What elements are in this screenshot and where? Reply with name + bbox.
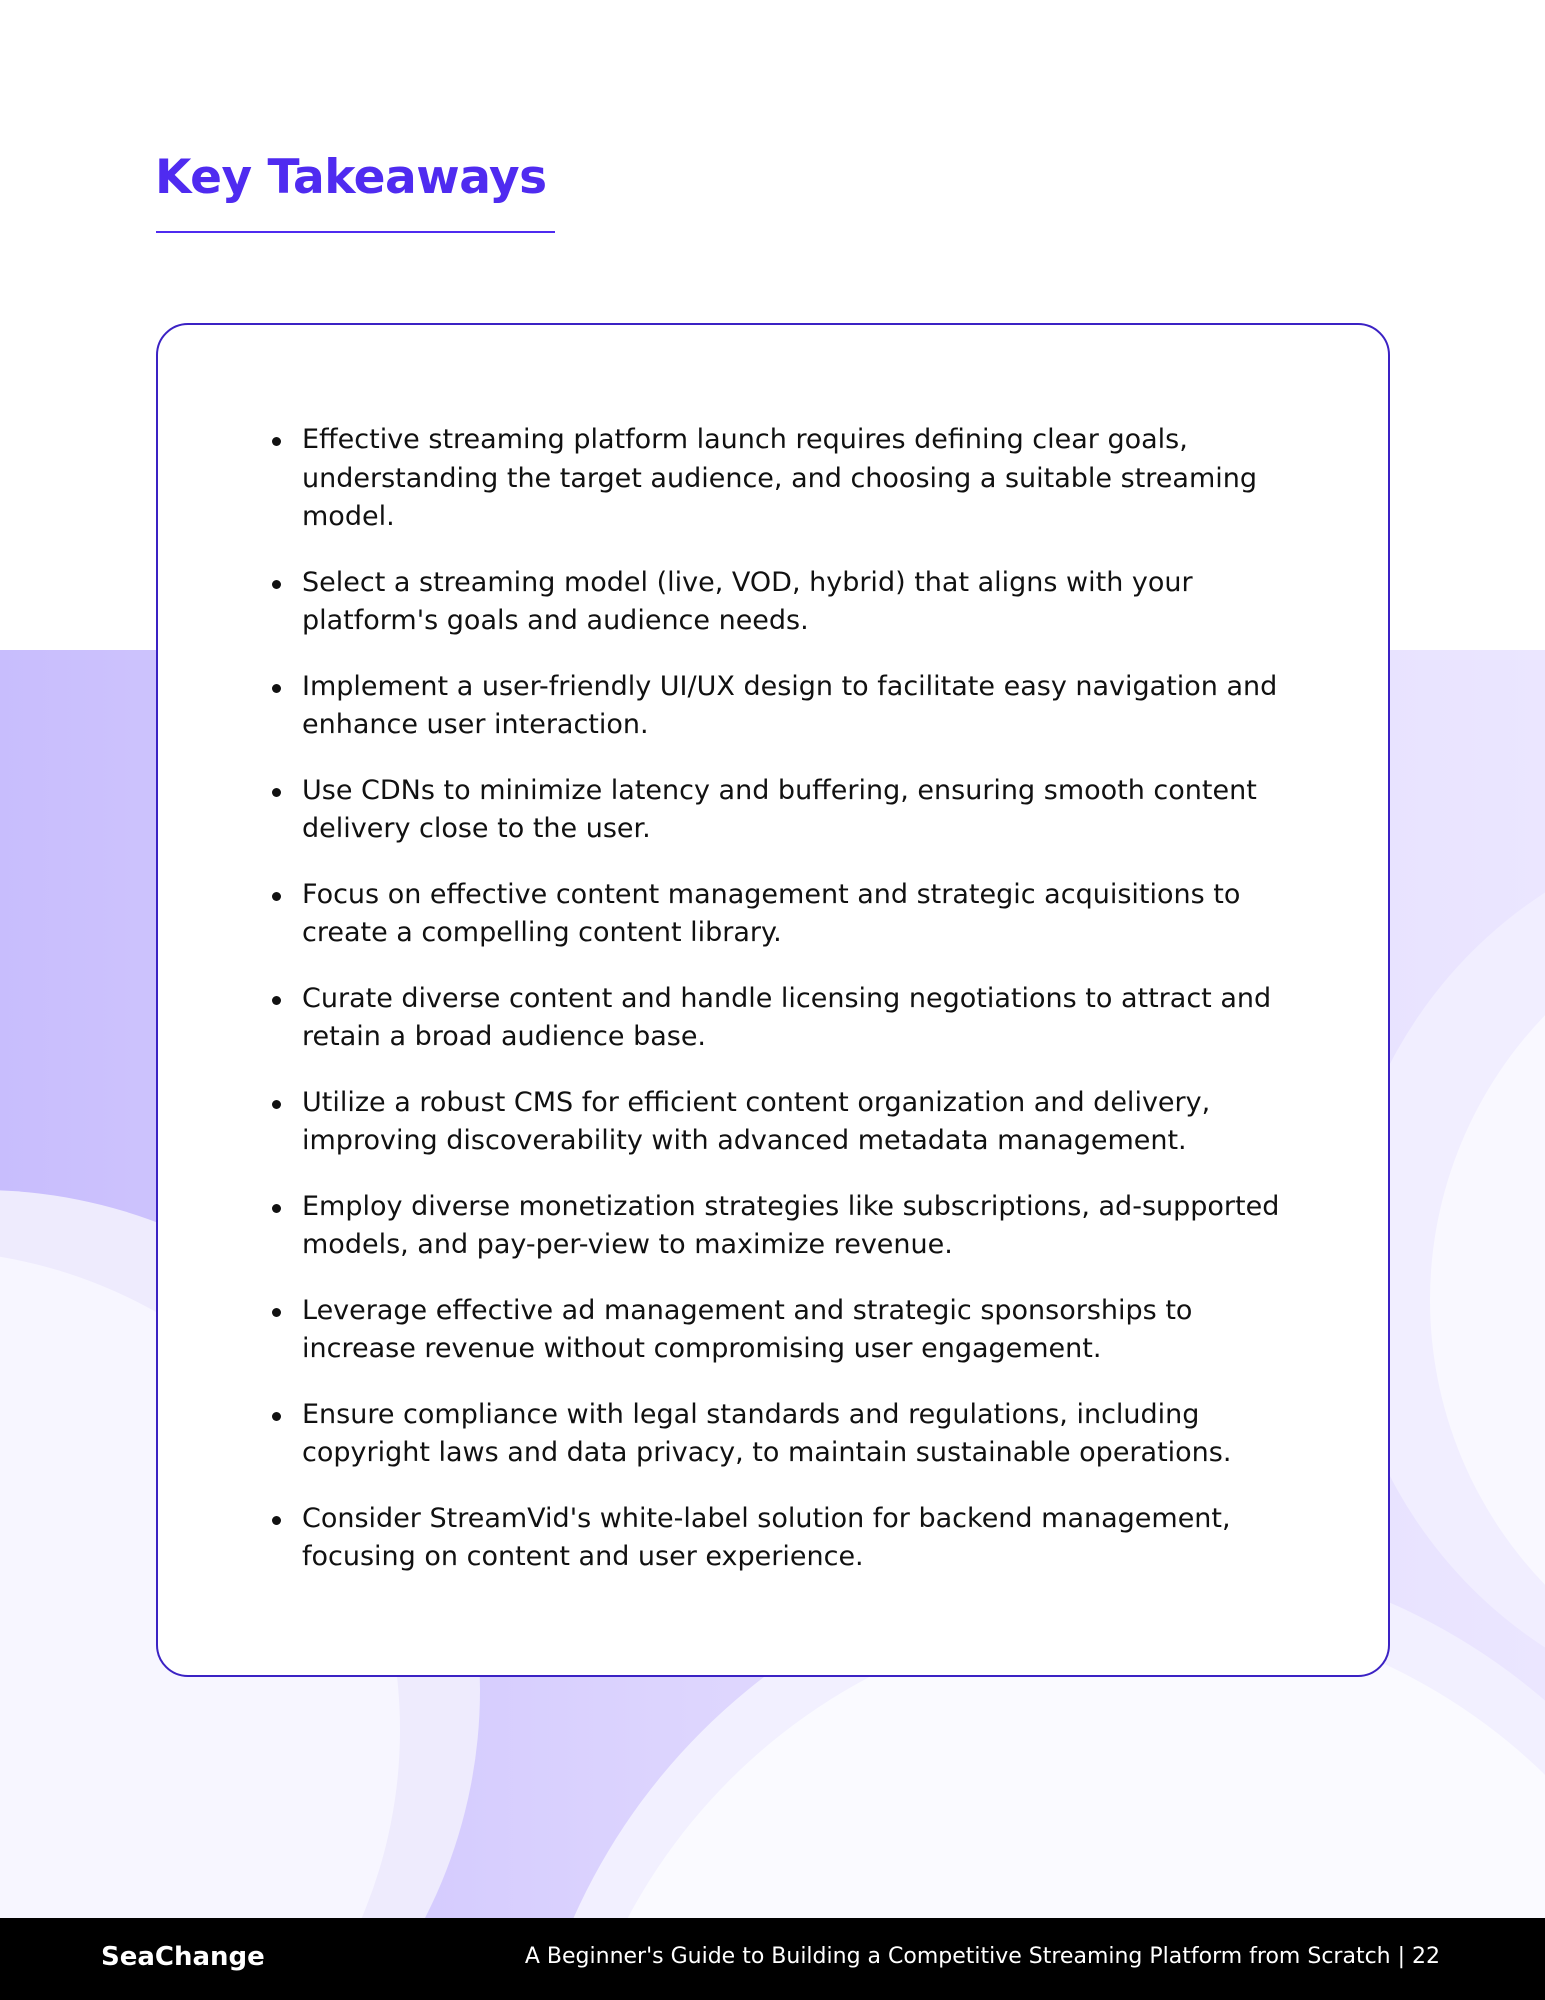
takeaways-card	[156, 323, 1390, 1677]
takeaway-item: Curate diverse content and handle licensing negotiations to attract and retain a broad audience base.	[158, 980, 1388, 1057]
page-footer	[0, 1918, 1545, 2000]
takeaway-item: Select a streaming model (live, VOD, hybrid) that aligns with your platform's goals and audience needs.	[158, 564, 1388, 641]
takeaway-item: Utilize a robust CMS for efficient content organization and delivery, improving discoverability with advanced metadata management.	[158, 1084, 1388, 1161]
takeaway-item: Employ diverse monetization strategies like subscriptions, ad-supported models, and pay-per-view to maximize revenue.	[158, 1188, 1388, 1265]
takeaway-item: Ensure compliance with legal standards and regulations, including copyright laws and data privacy, to maintain sustainable operations.	[158, 1396, 1388, 1473]
takeaway-item: Implement a user-friendly UI/UX design to facilitate easy navigation and enhance user interaction.	[158, 668, 1388, 745]
page-title: Key Takeaways	[155, 150, 547, 205]
title-underline	[156, 231, 555, 233]
footer-caption: A Beginner's Guide to Building a Competitive Streaming Platform from Scratch | 22	[524, 1944, 1440, 1969]
brand-logo: SeaChange	[101, 1942, 265, 1972]
takeaway-item: Use CDNs to minimize latency and buffering, ensuring smooth content delivery close to the user.	[158, 772, 1388, 849]
takeaway-item: Effective streaming platform launch requires defining clear goals, understanding the target audience, and choosing a suitable streaming model.	[158, 421, 1388, 537]
takeaway-item: Consider StreamVid's white-label solution for backend management, focusing on content and user experience.	[158, 1500, 1388, 1577]
takeaway-item: Leverage effective ad management and strategic sponsorships to increase revenue without compromising user engagement.	[158, 1292, 1388, 1369]
takeaways-list	[158, 421, 1388, 1604]
takeaway-item: Focus on effective content management and strategic acquisitions to create a compelling content library.	[158, 876, 1388, 953]
